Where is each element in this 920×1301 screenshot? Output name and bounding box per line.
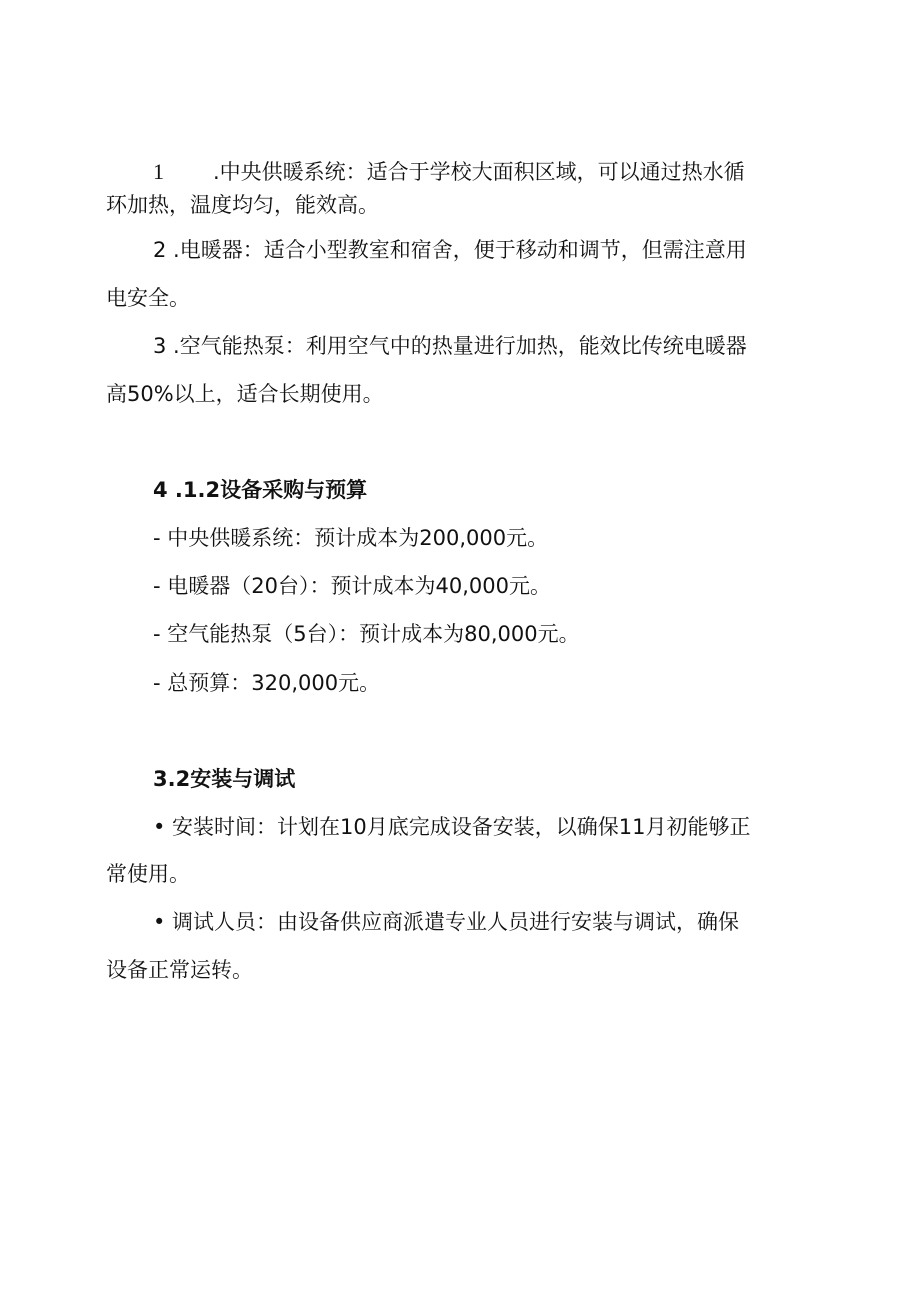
budget-total: - 总预算：320,000元。 <box>153 671 381 695</box>
list-item-1-text-cont: 环加热，温度均匀，能效高。 <box>106 193 379 217</box>
debug-staff-item-cont: 设备正常运转。 <box>106 958 253 982</box>
install-time-item-cont: 常使用。 <box>106 862 190 886</box>
budget-item: - 中央供暖系统：预计成本为200,000元。 <box>153 526 549 550</box>
list-item-3-text-cont: 高50%以上，适合长期使用。 <box>106 382 384 406</box>
list-item-1-text: .中央供暖系统：适合于学校大面积区域，可以通过热水循 <box>213 160 745 184</box>
list-item-2-text-cont: 电安全。 <box>106 286 190 310</box>
list-item-1-number: 1 <box>153 159 164 184</box>
list-item-3-text: 3 .空气能热泵：利用空气中的热量进行加热，能效比传统电暖器 <box>153 334 747 358</box>
list-item-2-text: 2 .电暖器：适合小型教室和宿舍，便于移动和调节，但需注意用 <box>153 238 747 262</box>
debug-staff-item: • 调试人员：由设备供应商派遣专业人员进行安装与调试，确保 <box>153 910 740 934</box>
install-time-item: • 安装时间：计划在10月底完成设备安装，以确保11月初能够正 <box>153 815 751 839</box>
budget-item: - 空气能热泵（5台）：预计成本为80,000元。 <box>153 622 580 646</box>
budget-item: - 电暖器（20台）：预计成本为40,000元。 <box>153 574 551 598</box>
section-heading-installation: 3.2安装与调试 <box>153 767 296 791</box>
section-heading-procurement: 4 .1.2设备采购与预算 <box>153 478 368 502</box>
